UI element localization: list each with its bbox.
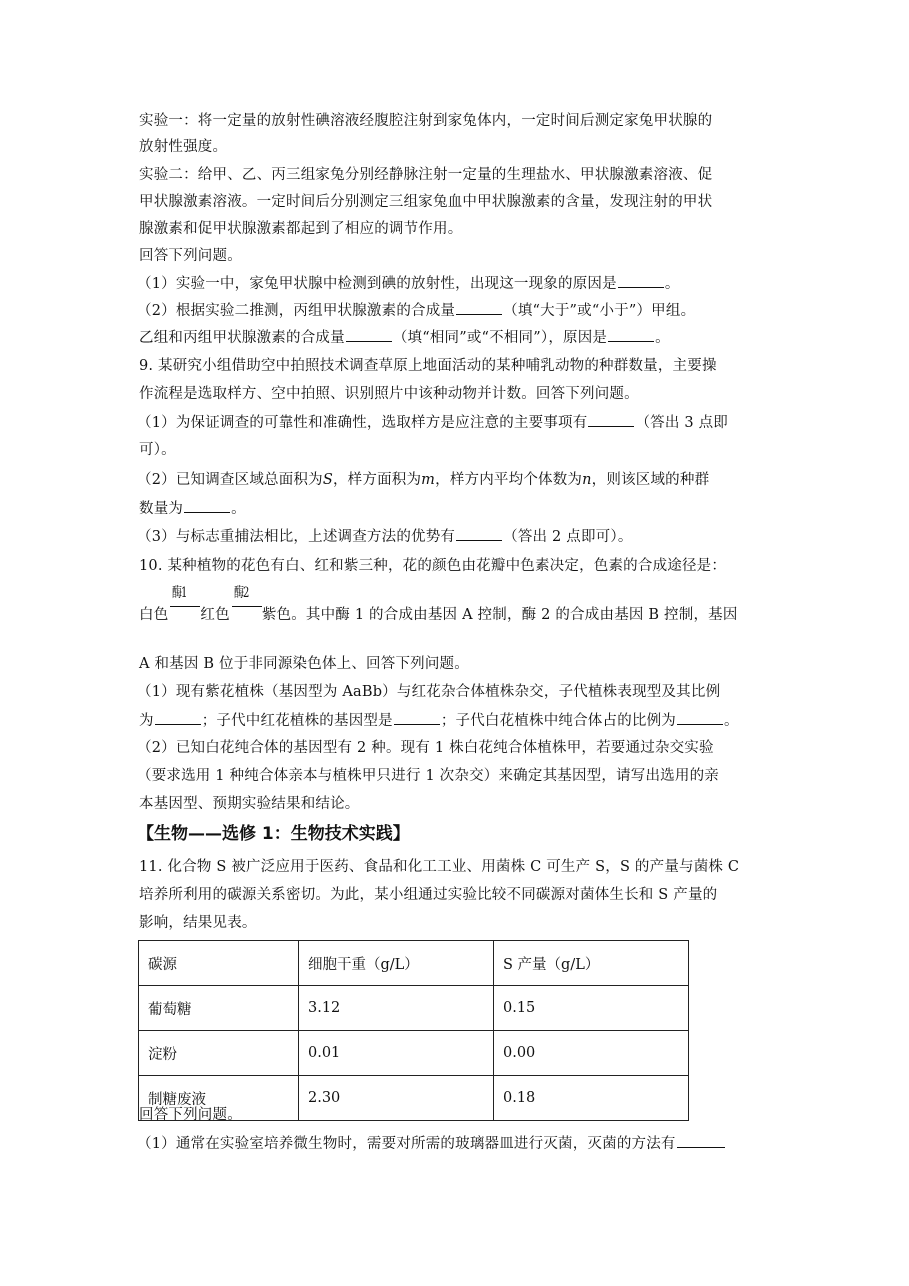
answer-blank (155, 710, 201, 725)
header-cell: 细胞干重（g/L） (299, 941, 494, 986)
q10-part1-mid2: ；子代白花植株中纯合体占的比例为 (440, 713, 677, 729)
q8-part3-end: 。 (655, 330, 670, 346)
q9-part1-cont: 可）。 (139, 442, 176, 458)
exp1-line-2: 放射性强度。 (139, 139, 228, 155)
q10-part2-line2: （要求选用 1 种纯合体亲本与植株甲只进行 1 次杂交）来确定其基因型，请写出选用的亲 (137, 768, 719, 784)
pathway-red: 红色 (200, 607, 230, 623)
variable-S: S (322, 472, 333, 488)
arrow-1-icon (170, 606, 200, 607)
arrow-2-icon (232, 606, 262, 607)
header-cell: S 产量（g/L） (494, 941, 689, 986)
q9-part2-end: ，则该区域的种群 (591, 472, 710, 488)
table-row (139, 986, 689, 1031)
q10-stem-3: A 和基因 B 位于非同源染色体上、回答下列问题。 (139, 656, 469, 672)
enzyme1-label: 酶1 (172, 585, 187, 602)
variable-m: m (421, 472, 436, 488)
table-cell: 0.18 (494, 1076, 689, 1121)
answer-blank (677, 1133, 725, 1148)
answer-prompt-1: 回答下列问题。 (139, 248, 242, 264)
answer-blank (618, 273, 664, 288)
answer-blank (608, 327, 654, 342)
q11-stem-2: 培养所利用的碳源关系密切。为此，某小组通过实验比较不同碳源对菌体生长和 S 产量的 (139, 887, 718, 903)
answer-blank (456, 300, 502, 315)
q10-part2-line3: 本基因型、预期实验结果和结论。 (139, 796, 360, 812)
table-cell: 制糖废液 (139, 1076, 299, 1121)
table-cell: 淀粉 (139, 1031, 299, 1076)
answer-blank (677, 710, 723, 725)
q10-stem-1: 10. 某种植物的花色有白、红和紫三种，花的颜色由花瓣中色素决定，色素的合成途径是： (139, 558, 727, 574)
answer-blank (456, 526, 502, 541)
q10-part1-end: 。 (724, 713, 739, 729)
q9-part2-mid1: ，样方面积为 (332, 472, 422, 488)
table-cell: 葡萄糖 (139, 986, 299, 1031)
q11-part1-text: （1）通常在实验室培养微生物时，需要对所需的玻璃器皿进行灭菌，灭菌的方法有 (137, 1136, 676, 1152)
q9-part2-cont (139, 498, 246, 519)
section-heading: 【生物——选修 1：生物技术实践】 (137, 824, 410, 844)
q8-part2-text: （2）根据实验二推测，丙组甲状腺激素的合成量 (137, 303, 456, 319)
enzyme2-label: 酶2 (234, 585, 249, 602)
pathway-rest: 紫色。其中酶 1 的合成由基因 A 控制，酶 2 的合成由基因 B 控制，基因 (261, 607, 738, 623)
q9-stem-2: 作流程是选取样方、空中拍照、识别照片中该种动物并计数。回答下列问题。 (139, 386, 639, 402)
q8-part3-text: 乙组和丙组甲状腺激素的合成量 (139, 330, 345, 346)
answer-blank (346, 327, 392, 342)
answer-blank (184, 498, 230, 513)
q9-part1-text: （1）为保证调查的可靠性和准确性，选取样方是应注意的主要事项有 (137, 415, 588, 431)
q10-part1-pre: 为 (139, 713, 154, 729)
q9-part2-cont-text: 数量为 (139, 501, 184, 517)
q11-stem-1: 11. 化合物 S 被广泛应用于医药、食品和化工工业、用菌株 C 可生产 S，S 的产量与菌株 C (139, 859, 740, 875)
q10-pathway (139, 605, 738, 625)
q8-part1-text: （1）实验一中，家兔甲状腺中检测到碘的放射性，出现这一现象的原因是 (137, 276, 617, 292)
exp2-line-1: 实验二：给甲、乙、丙三组家兔分别经静脉注射一定量的生理盐水、甲状腺激素溶液、促 (139, 167, 713, 183)
answer-blank (394, 710, 440, 725)
answer-prompt-2: 回答下列问题。 (139, 1107, 242, 1123)
q9-part1-end: （答出 3 点即 (635, 415, 728, 431)
q8-part3-mid: （填“相同”或“不相同”），原因是 (392, 330, 608, 346)
q8-part2-end: （填“大于”或“小于”）甲组。 (503, 303, 696, 319)
q9-part2-mid2: ，样方内平均个体数为 (435, 472, 583, 488)
q9-part2 (137, 470, 709, 490)
exp2-line-2: 甲状腺激素溶液。一定时间后分别测定三组家兔血中甲状腺激素的含量，发现注射的甲状 (139, 194, 713, 210)
q10-part1-line2 (139, 710, 739, 731)
q8-part3 (139, 327, 670, 348)
q9-part3-end: （答出 2 点即可）。 (503, 529, 633, 545)
q9-part2-cont-end: 。 (231, 501, 246, 517)
header-cell: 碳源 (139, 941, 299, 986)
table-cell: 2.30 (299, 1076, 494, 1121)
q11-stem-3: 影响，结果见表。 (139, 915, 257, 931)
exp2-line-3: 腺激素和促甲状腺激素都起到了相应的调节作用。 (139, 221, 463, 237)
q9-part3-text: （3）与标志重捕法相比，上述调查方法的优势有 (137, 529, 456, 545)
carbon-source-table (138, 940, 689, 1121)
table-cell: 0.00 (494, 1031, 689, 1076)
enzyme1-arrow (172, 585, 187, 602)
q9-part2-text: （2）已知调查区域总面积为 (137, 472, 323, 488)
table-cell: 3.12 (299, 986, 494, 1031)
q10-part2-line1: （2）已知白花纯合体的基因型有 2 种。现有 1 株白花纯合体植株甲，若要通过杂交实验 (137, 740, 714, 756)
q10-part1-mid1: ；子代中红花植株的基因型是 (201, 713, 393, 729)
q8-part2 (137, 300, 695, 321)
q9-stem-1: 9. 某研究小组借助空中拍照技术调查草原上地面活动的某种哺乳动物的种群数量，主要操 (139, 358, 717, 374)
table-cell: 0.15 (494, 986, 689, 1031)
enzyme2-arrow (234, 585, 249, 602)
q9-part1 (137, 412, 728, 433)
table-cell: 0.01 (299, 1031, 494, 1076)
table-header-row (139, 941, 689, 986)
q8-part1 (137, 273, 680, 294)
q9-part3 (137, 526, 633, 547)
q11-part1 (137, 1133, 726, 1154)
pathway-white: 白色 (139, 607, 169, 623)
q10-part1-line1: （1）现有紫花植株（基因型为 AaBb）与红花杂合体植株杂交，子代植株表现型及其比例 (137, 684, 721, 700)
q8-part1-end: 。 (664, 276, 680, 292)
answer-blank (588, 412, 634, 427)
table-row (139, 1031, 689, 1076)
exp1-line-1: 实验一：将一定量的放射性碘溶液经腹腔注射到家兔体内，一定时间后测定家兔甲状腺的 (139, 113, 713, 129)
variable-n: n (582, 472, 592, 488)
